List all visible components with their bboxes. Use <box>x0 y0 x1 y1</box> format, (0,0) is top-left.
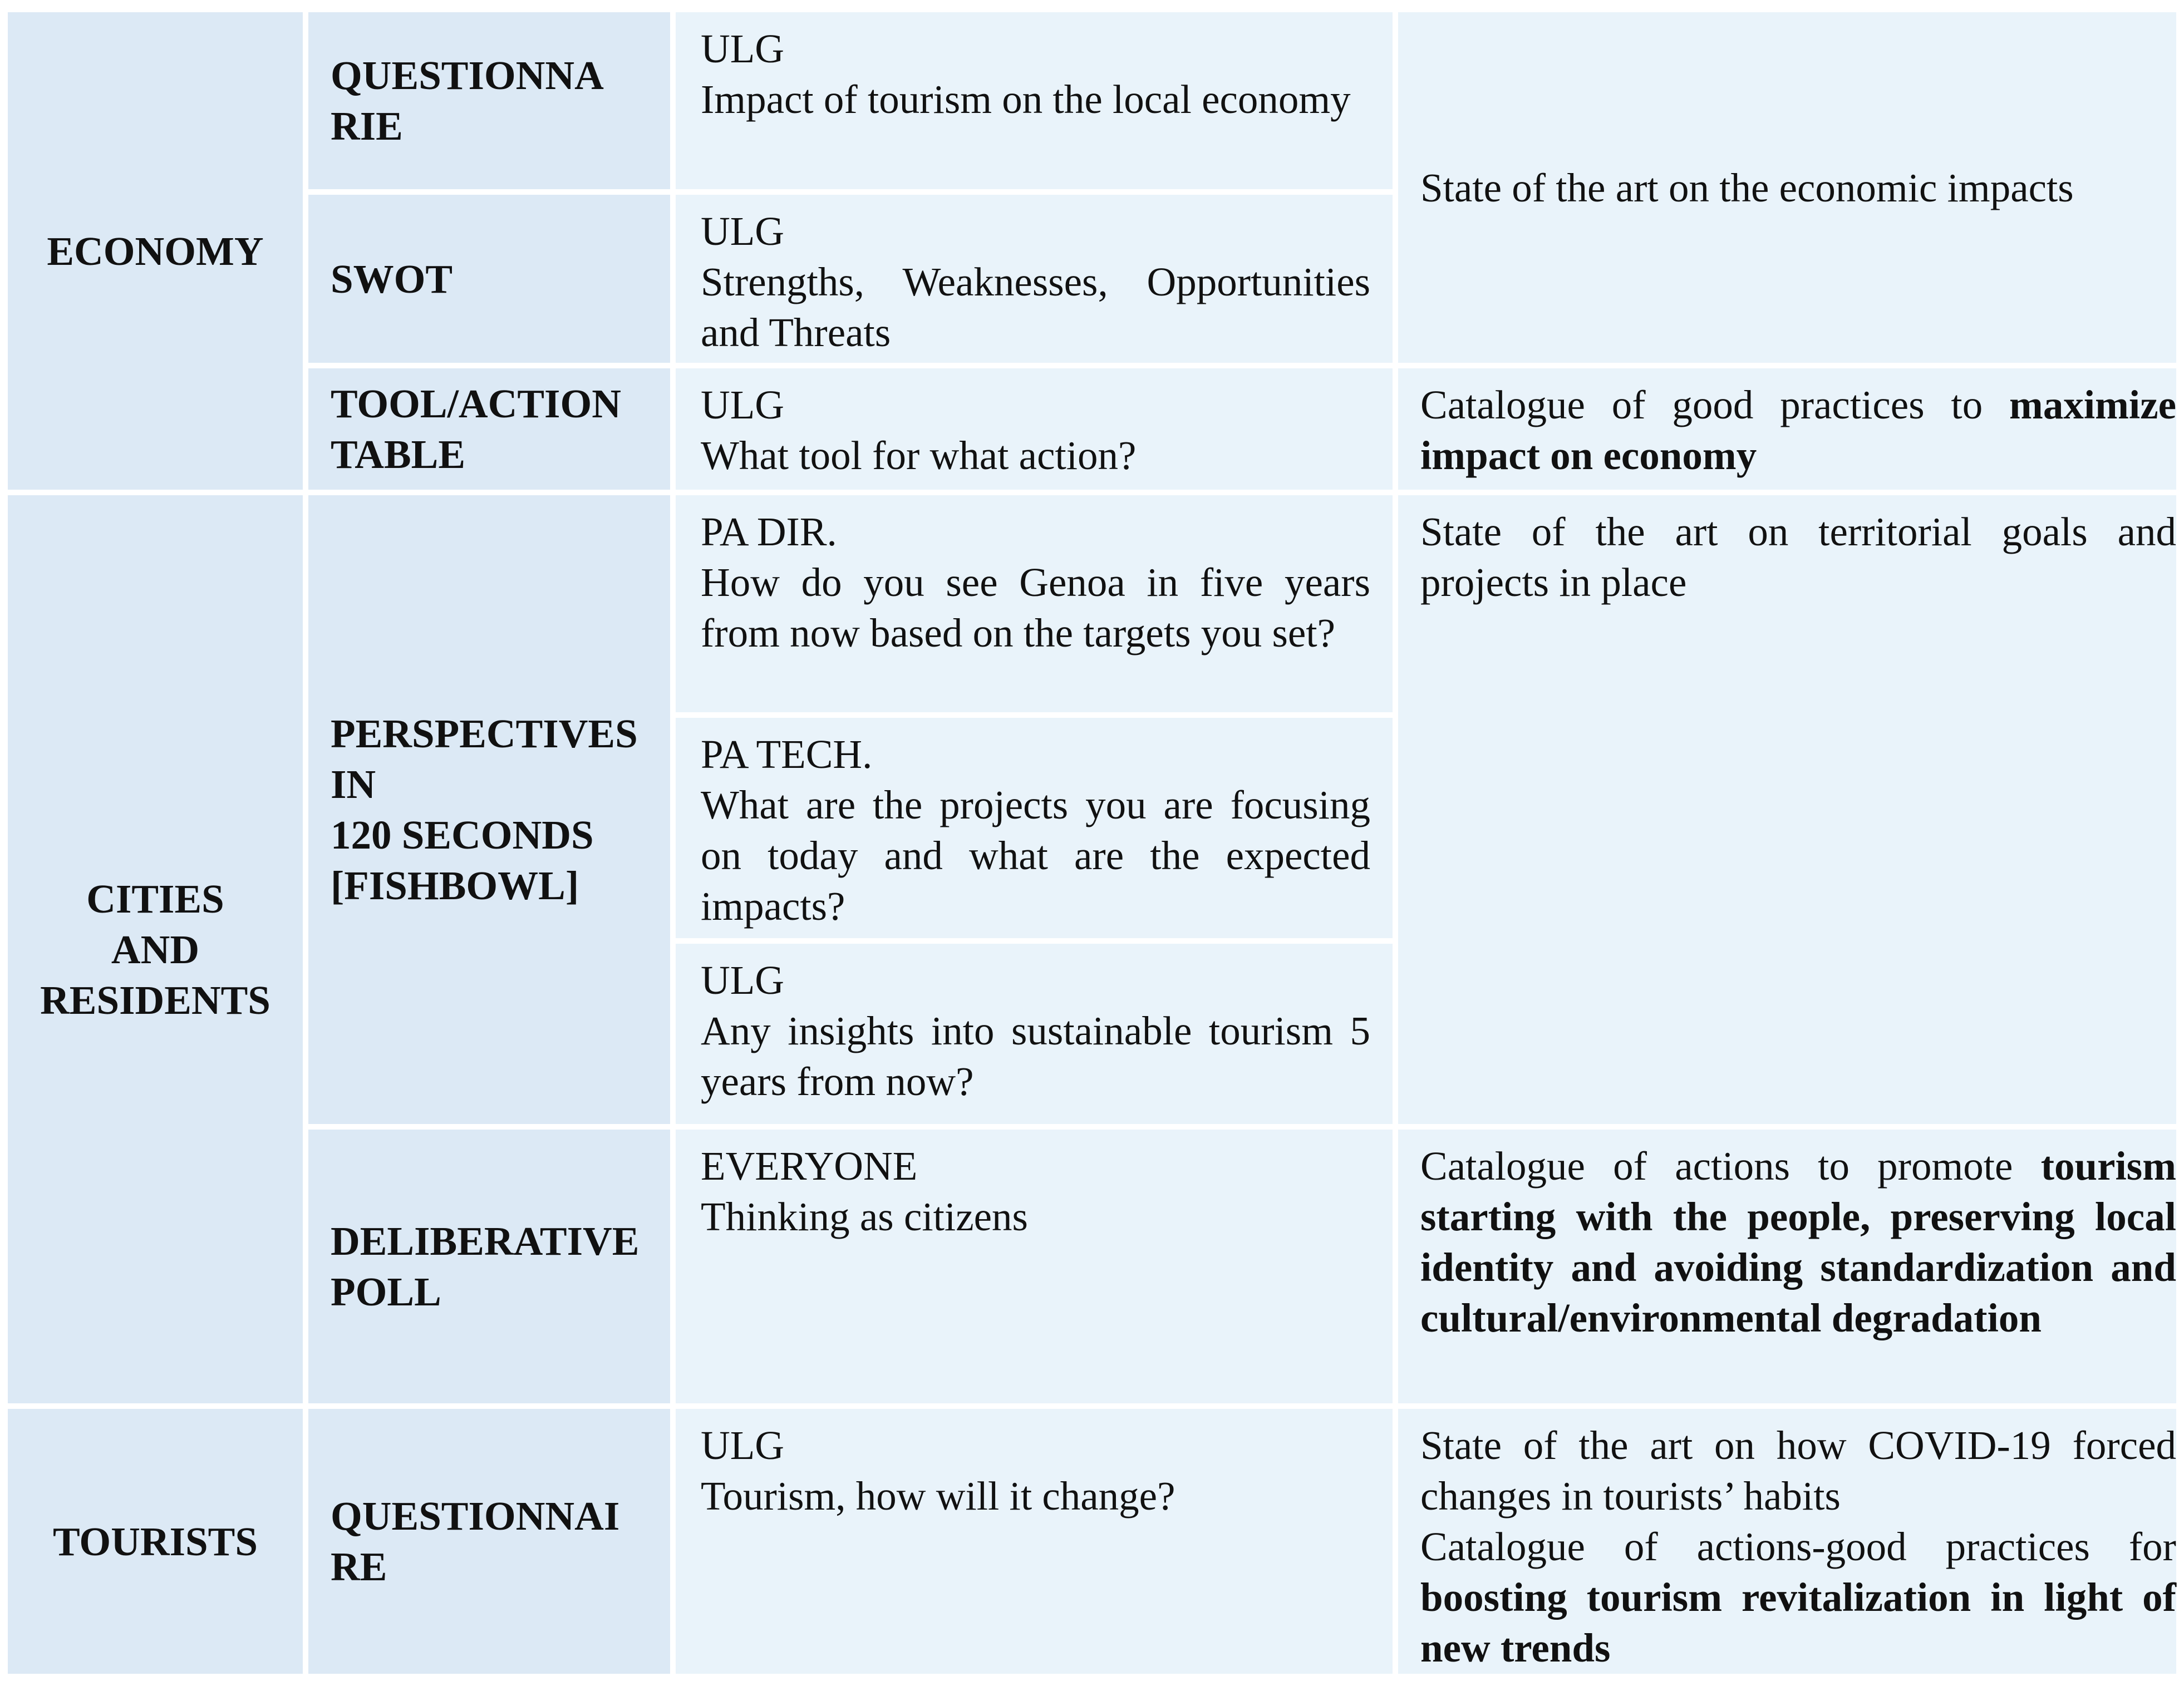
method-q2-line2: RE <box>331 1544 387 1589</box>
output-1-text: State of the art on the economic impacts <box>1420 165 2074 210</box>
participants-row-1 <box>676 12 1393 189</box>
category-cities-residents <box>8 495 303 1403</box>
output-3-text: State of the art on territorial goals and projects in place <box>1420 509 2176 605</box>
question-text: Impact of tourism on the local economy <box>701 77 1351 122</box>
output-covid-tourism <box>1398 1409 2176 1674</box>
category-cities-line1: CITIES <box>86 876 224 921</box>
category-economy-label: ECONOMY <box>47 228 264 274</box>
question-text: How do you see Genoa in five years from now based on the targets you set? <box>701 560 1370 655</box>
output-territorial-goals <box>1398 495 2176 1124</box>
participants-row-8 <box>676 1409 1393 1674</box>
method-persp-line3: 120 SECONDS <box>331 812 594 857</box>
output-2-bold: maximize impact on economy <box>1420 382 2177 478</box>
participants-row-5 <box>676 718 1393 938</box>
question-text: What are the projects you are focusing on today and what are the expected impacts? <box>701 782 1370 929</box>
method-persp-line2: IN <box>331 762 376 807</box>
category-cities-line2: AND <box>111 926 200 972</box>
category-economy <box>8 12 303 490</box>
method-tool-line2: TABLE <box>331 432 466 477</box>
participants-row-2 <box>676 195 1393 363</box>
participant-label: ULG <box>701 382 785 427</box>
category-tourists <box>8 1409 303 1674</box>
method-tool-action-table <box>308 368 670 490</box>
output-catalogue-actions <box>1398 1130 2176 1403</box>
participant-label: PA TECH. <box>701 732 873 777</box>
method-persp-line4: [FISHBOWL] <box>331 863 579 908</box>
method-questionnaire-economy <box>308 12 670 189</box>
output-4-plain: Catalogue of actions to promote <box>1420 1143 2013 1189</box>
participants-row-6 <box>676 944 1393 1124</box>
output-5b-plain: Catalogue of actions-good practices for <box>1420 1524 2176 1569</box>
participant-label: EVERYONE <box>701 1143 918 1189</box>
participant-label: ULG <box>701 958 785 1003</box>
method-delib-line1: DELIBERATIVE <box>331 1219 640 1264</box>
participant-label: ULG <box>701 26 785 71</box>
question-text: Strengths, Weaknesses, Opportunities and Threats <box>701 259 1370 355</box>
method-deliberative-poll <box>308 1130 670 1403</box>
method-q2-line1: QUESTIONNAI <box>331 1493 620 1539</box>
participant-label: ULG <box>701 1423 785 1468</box>
method-delib-line2: POLL <box>331 1269 441 1314</box>
method-q1-line2: RIE <box>331 103 403 149</box>
participants-row-4 <box>676 495 1393 712</box>
category-tourists-label: TOURISTS <box>53 1519 258 1564</box>
output-2-plain: Catalogue of good practices to <box>1420 382 1983 427</box>
participant-label: ULG <box>701 209 785 254</box>
participant-label: PA DIR. <box>701 509 837 554</box>
participants-row-3 <box>676 368 1393 490</box>
methods-table <box>8 12 2176 1674</box>
question-text: Any insights into sustainable tourism 5 years from now? <box>701 1008 1370 1104</box>
output-5b-bold: boosting tourism revitalization in light of new trends <box>1420 1575 2176 1670</box>
method-swot <box>308 195 670 363</box>
output-good-practices-economy <box>1398 368 2176 490</box>
output-economic-impacts <box>1398 12 2176 363</box>
participants-row-7 <box>676 1130 1393 1403</box>
method-perspectives-fishbowl <box>308 495 670 1124</box>
method-questionnaire-tourists <box>308 1409 670 1674</box>
method-q1-line1: QUESTIONNA <box>331 53 604 98</box>
method-persp-line1: PERSPECTIVES <box>331 711 638 756</box>
question-text: What tool for what action? <box>701 433 1137 478</box>
output-4-bold: tourism starting with the people, preserving local identity and avoiding standardization and cultural/environmental degradation <box>1420 1143 2176 1340</box>
question-text: Tourism, how will it change? <box>701 1473 1175 1519</box>
output-5a: State of the art on how COVID-19 forced changes in tourists’ habits <box>1420 1423 2176 1519</box>
question-text: Thinking as citizens <box>701 1194 1028 1239</box>
method-tool-line1: TOOL/ACTION <box>331 381 621 426</box>
method-swot-label: SWOT <box>331 256 453 302</box>
category-cities-line3: RESIDENTS <box>40 977 270 1023</box>
